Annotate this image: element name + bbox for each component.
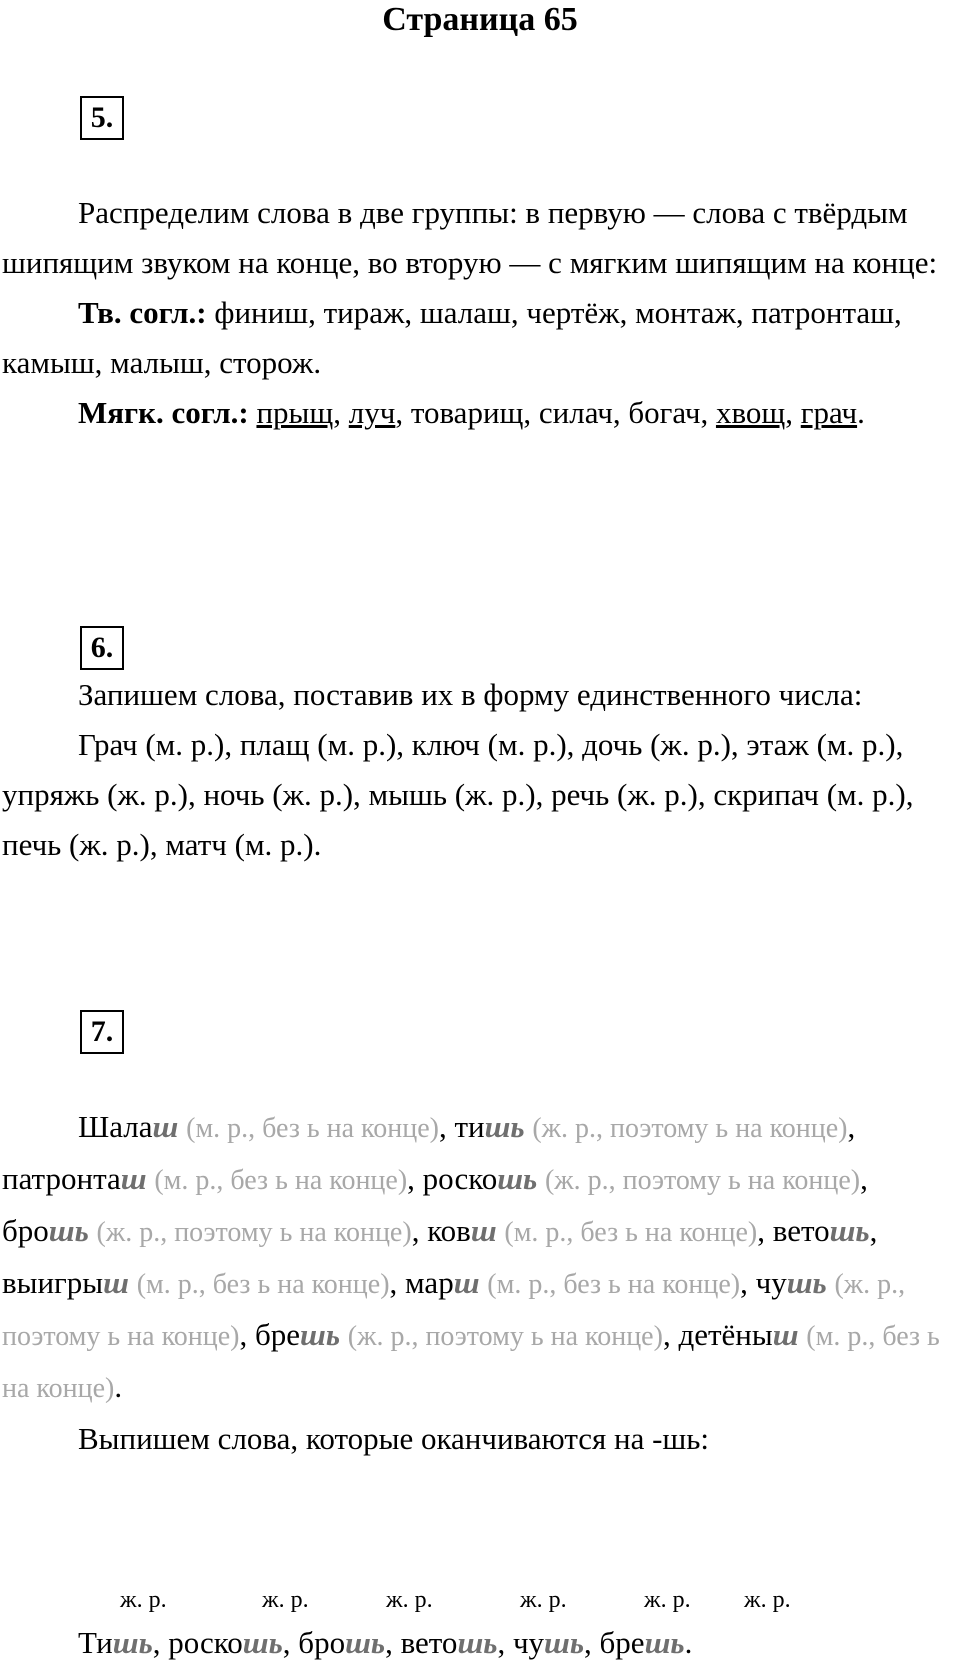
gender-label: ж. р. [520, 1587, 567, 1613]
final-word-6: брешь [599, 1625, 685, 1660]
word-ending: шь [242, 1625, 283, 1660]
soft-word-1: прыщ [256, 395, 334, 430]
soft-word-7: грач [800, 395, 858, 430]
task-6-words: Грач (м. р.), плащ (м. р.), ключ (м. р.), дочь (ж. р.), этаж (м. р.), упряжь (ж. р.), ночь (ж. р.), мышь (ж. р.), речь (ж. р.), скрипач (м. р.), печь (ж. р.), матч (м. р.). [2, 727, 914, 862]
word-ending: шь [829, 1213, 870, 1248]
task-6-number: 6. [80, 626, 124, 670]
task-7-outro: Выпишем слова, которые оканчиваются на -шь: [78, 1421, 710, 1456]
task-7-final [2, 1618, 952, 1668]
task-5-intro: Распределим слова в две группы: в первую — слова с твёрдым шипящим звуком на конце, во вторую — с мягким шипящим на конце: [2, 195, 938, 280]
final-word-4: ветошь [400, 1625, 498, 1660]
gender-label: ж. р. [744, 1587, 791, 1613]
hard-consonant-words: финиш, тираж, шалаш, чертёж, монтаж, патронташ, камыш, малыш, сторож. [2, 295, 902, 380]
separator: , [700, 395, 716, 430]
gender-note: (м. р., без ь на конце) [2, 1321, 940, 1404]
word-8: выигрыш [2, 1265, 129, 1300]
gender-label: ж. р. [386, 1587, 433, 1613]
word-ending: шь [48, 1213, 89, 1248]
gender-label: ж. р. [120, 1587, 167, 1613]
gender-note: (ж. р., поэтому ь на конце) [96, 1217, 412, 1248]
soft-word-6: хвощ [715, 395, 786, 430]
gender-note: (ж. р., поэтому ь на конце) [544, 1165, 861, 1196]
task-5-body [2, 188, 952, 438]
final-words: Тишь, роскошь, брошь, ветошь, чушь, брешь. [78, 1625, 693, 1660]
hard-consonant-label: Тв. согл.: [78, 295, 207, 330]
word-10: чушь [755, 1265, 827, 1300]
word-ending: шь [544, 1625, 585, 1660]
soft-word-5: богач [628, 395, 701, 430]
final-word-1: Тишь [78, 1625, 153, 1660]
word-11: брешь [254, 1317, 341, 1352]
final-word-2: роскошь [168, 1625, 283, 1660]
gender-note: (м. р., без ь на конце) [504, 1217, 758, 1248]
task-5-hard-line [2, 288, 952, 388]
word-ending: ш [103, 1265, 129, 1300]
separator: , [612, 395, 629, 430]
word-ending: шь [497, 1161, 538, 1196]
word-ending: шь [300, 1317, 341, 1352]
word-9: марш [405, 1265, 480, 1300]
word-ending: ш [453, 1265, 480, 1300]
task-7-number: 7. [80, 1010, 124, 1054]
word-ending: шь [457, 1625, 498, 1660]
word-ending: шь [112, 1625, 153, 1660]
gender-note: (ж. р., поэтому ь на конце) [2, 1269, 906, 1352]
word-12: детёныш [678, 1317, 799, 1352]
word-5: брошь [2, 1213, 89, 1248]
gender-note: (м. р., без ь на конце) [136, 1269, 390, 1300]
word-ending: ш [772, 1317, 799, 1352]
word-3: патронташ [2, 1161, 147, 1196]
word-ending: шь [786, 1265, 827, 1300]
task-7-words: Шалаш (м. р., без ь на конце), тишь (ж. р., поэтому ь на конце), патронташ (м. р., без ь на конце), роскошь (ж. р., поэтому ь на конце), брошь (ж. р., поэтому ь на конце), ковш (м. р., без ь на конце), ветошь, выигрыш (м. р., без ь на конце), марш (м. р., без ь на конце), чушь (ж. р., поэтому ь на конце), брешь (ж. р., поэтому ь на конце), детёныш (м. р., без ь на конце). [2, 1109, 940, 1404]
separator: , [395, 395, 411, 430]
word-7: ветошь [772, 1213, 870, 1248]
gender-note: (м. р., без ь на конце) [487, 1269, 741, 1300]
gender-label: ж. р. [644, 1587, 691, 1613]
task-5-soft-line [2, 388, 952, 438]
gender-note: (ж. р., поэтому ь на конце) [532, 1113, 848, 1144]
word-ending: шь [345, 1625, 386, 1660]
word-ending: ш [152, 1109, 179, 1144]
separator: , [785, 395, 801, 430]
word-ending: ш [470, 1213, 497, 1248]
final-word-3: брошь [298, 1625, 386, 1660]
separator: , [333, 395, 349, 430]
separator: , [523, 395, 539, 430]
gender-note: (м. р., без ь на конце) [186, 1113, 439, 1144]
word-ending: шь [644, 1625, 685, 1660]
gender-label: ж. р. [262, 1587, 309, 1613]
word-4: роскошь [422, 1161, 538, 1196]
word-1: Шалаш [78, 1109, 179, 1144]
soft-word-3: товарищ [410, 395, 524, 430]
task-6-body [2, 670, 952, 870]
soft-word-4: силач [538, 395, 613, 430]
task-7-body [2, 1102, 952, 1464]
task-5-number: 5. [80, 96, 124, 140]
word-2: тишь [454, 1109, 525, 1144]
gender-note: (ж. р., поэтому ь на конце) [347, 1321, 663, 1352]
sentence-end: . [857, 395, 865, 430]
final-word-5: чушь [512, 1625, 585, 1660]
soft-consonant-label: Мягк. согл.: [78, 395, 249, 430]
word-ending: ш [120, 1161, 147, 1196]
word-ending: шь [484, 1109, 525, 1144]
soft-word-2: луч [348, 395, 396, 430]
word-6: ковш [427, 1213, 497, 1248]
gender-note: (м. р., без ь на конце) [154, 1165, 408, 1196]
task-6-intro: Запишем слова, поставив их в форму единственного числа: [78, 677, 863, 712]
page-title: Страница 65 [382, 1, 578, 38]
